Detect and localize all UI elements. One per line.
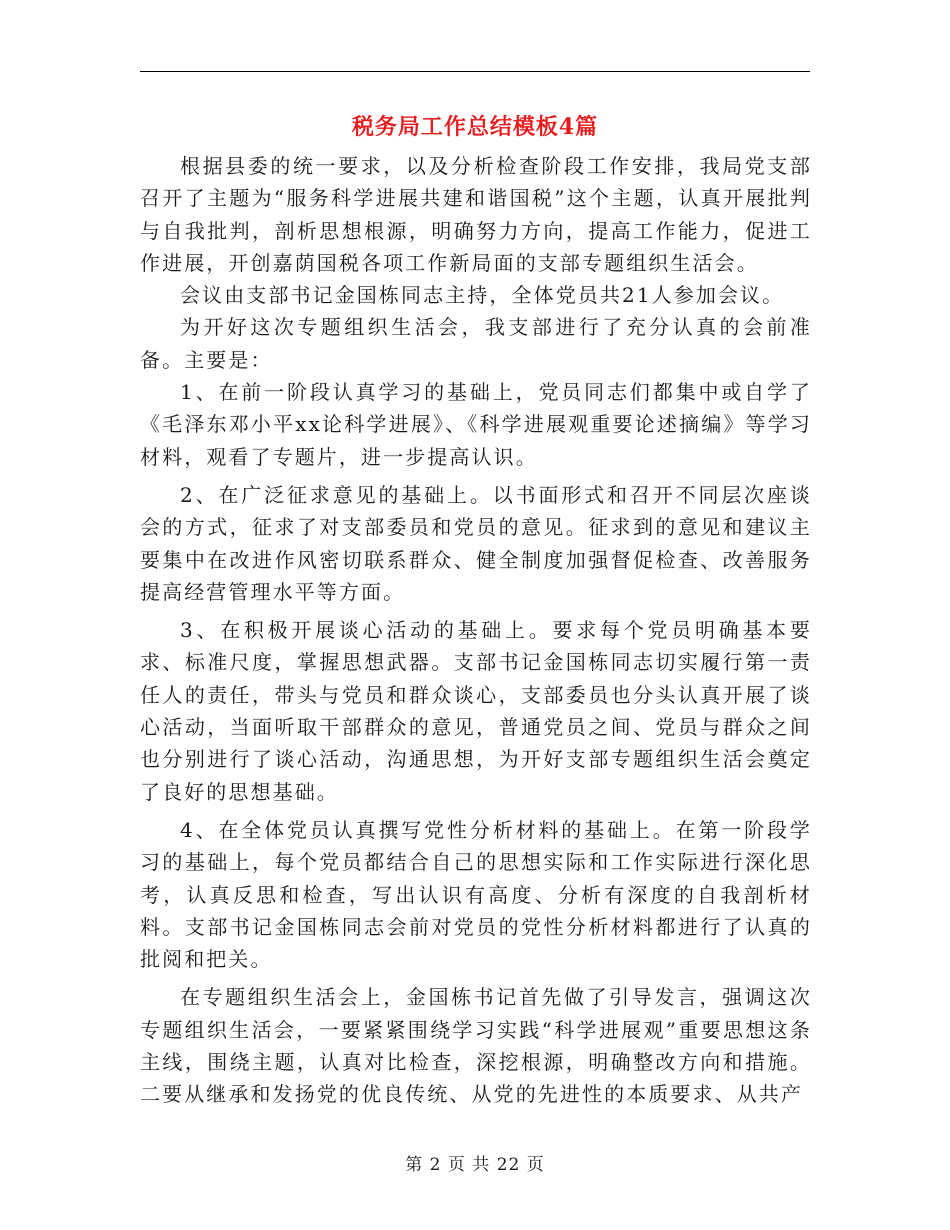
footer-page-word-end: 页 bbox=[526, 1155, 545, 1175]
footer-page-word: 页 bbox=[447, 1155, 466, 1175]
document-title: 税务局工作总结模板4篇 bbox=[351, 114, 599, 140]
paragraph-meeting-host: 会议由支部书记金国栋同志主持，全体党员共21人参加会议。 bbox=[180, 283, 785, 308]
paragraph-preparation: 为开好这次专题组织生活会，我支部进行了充分认真的会前准备。主要是： bbox=[140, 315, 812, 372]
document-body bbox=[140, 150, 812, 1111]
footer-current-page: 2 bbox=[429, 1155, 442, 1175]
header-rule bbox=[140, 71, 810, 72]
footer-total-word: 共 bbox=[472, 1155, 491, 1175]
paragraph-item-1: 1、在前一阶段认真学习的基础上，党员同志们都集中或自学了《毛泽东邓小平xx论科学进展》、《科学进展观重要论述摘编》等学习材料，观看了专题片，进一步提高认识。 bbox=[140, 380, 812, 469]
paragraph-intro: 根据县委的统一要求，以及分析检查阶段工作安排，我局党支部召开了主题为“服务科学进展共建和谐国税”这个主题，认真开展批判与自我批判，剖析思想根源，明确努力方向，提高工作能力，促进工作进展，开创嘉荫国税各项工作新局面的支部专题组织生活会。 bbox=[140, 154, 812, 275]
page-footer bbox=[0, 1154, 950, 1176]
footer-prefix: 第 bbox=[405, 1155, 424, 1175]
paragraph-item-4: 4、在全体党员认真撰写党性分析材料的基础上。在第一阶段学习的基础上，每个党员都结合自己的思想实际和工作实际进行深化思考，认真反思和检查，写出认识有高度、分析有深度的自我剖析材料。支部书记金国栋同志会前对党员的党性分析材料都进行了认真的批阅和把关。 bbox=[140, 817, 812, 972]
footer-total-pages: 22 bbox=[496, 1155, 521, 1175]
paragraph-meeting-speech: 在专题组织生活会上，金国栋书记首先做了引导发言，强调这次专题组织生活会，一要紧紧围绕学习实践“科学进展观”重要思想这条主线，围绕主题，认真对比检查，深挖根源，明确整改方向和措施。二要从继承和发扬党的优良传统、从党的先进性的本质要求、从共产 bbox=[140, 985, 812, 1107]
paragraph-item-3: 3、在积极开展谈心活动的基础上。要求每个党员明确基本要求、标准尺度，掌握思想武器。支部书记金国栋同志切实履行第一责任人的责任，带头与党员和群众谈心，支部委员也分头认真开展了谈心活动，当面听取干部群众的意见，普通党员之间、党员与群众之间也分别进行了谈心活动，沟通思想，为开好支部专题组织生活会奠定了良好的思想基础。 bbox=[140, 618, 812, 804]
paragraph-item-2: 2、在广泛征求意见的基础上。以书面形式和召开不同层次座谈会的方式，征求了对支部委员和党员的意见。征求到的意见和建议主要集中在改进作风密切联系群众、健全制度加强督促检查、改善服务提高经营管理水平等方面。 bbox=[140, 482, 812, 604]
